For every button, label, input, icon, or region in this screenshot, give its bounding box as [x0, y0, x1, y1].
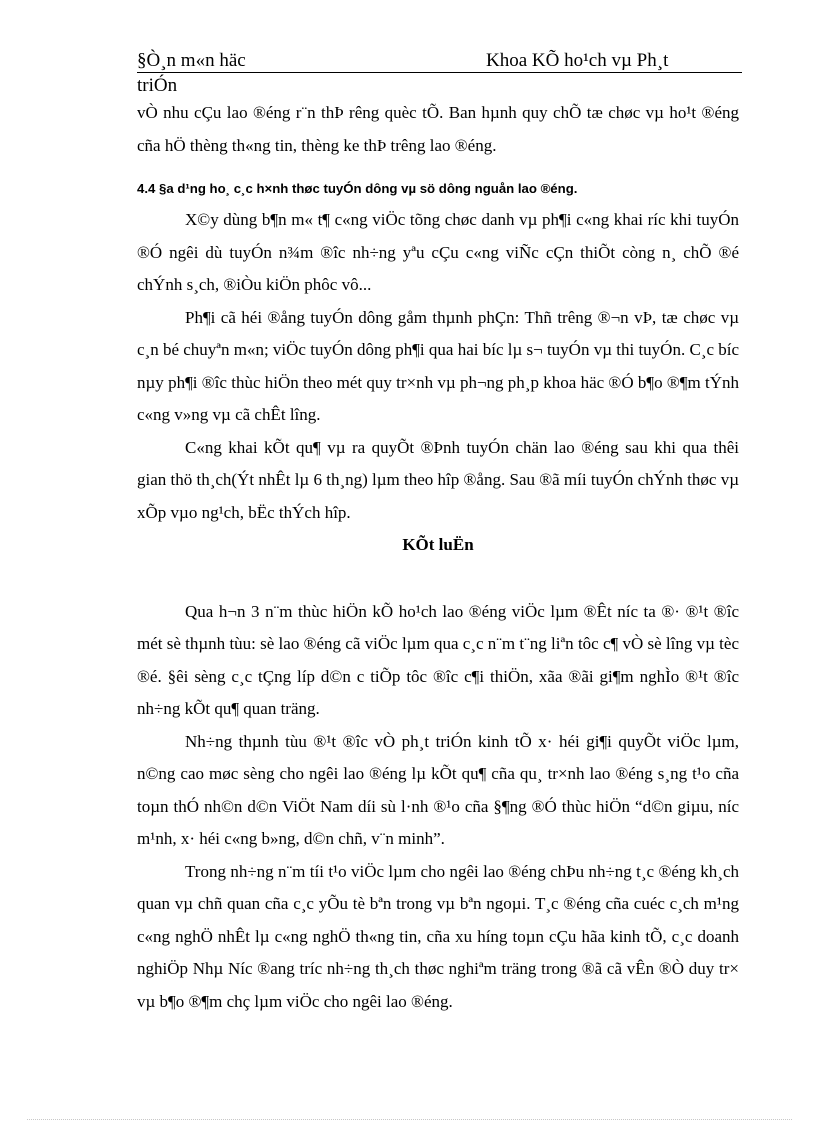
paragraph-0: vÒ nhu cÇu lao ®éng r¨n thÞ rêng quèc tÕ. Ban hµnh quy chÕ tæ chøc vµ ho¹t ®éng cña hÖ thèng th«ng tin, thèng ke thÞ trêng lao ®éng. [137, 103, 739, 155]
paragraph-2: Ph¶i cã héi ®ång tuyÓn dông gåm thµnh phÇn: Thñ trêng ®¬n vÞ, tæ chøc vµ c¸n bé chuyªn m«n; viÖc tuyÓn dông ph¶i qua hai bíc lµ s¬ tuyÓn vµ thi tuyÓn. C¸c bíc nµy ph¶i ®îc thùc hiÖn theo mét quy tr×nh vµ ph¬ng ph¸p khoa häc ®Ó b¶o ®¶m tÝnh c«ng v»ng vµ cã chÊt lîng. [137, 307, 740, 424]
section-heading: 4.4 §a d¹ng ho¸ c¸c h×nh thøc tuyÓn dông vµ sö dông nguån lao ®éng. [137, 181, 578, 196]
header-rule [137, 72, 742, 73]
header-left: §Ò¸n m«n häc [137, 50, 246, 71]
paragraph-6: Trong nh÷ng n¨m tíi t¹o viÖc lµm cho ngêi lao ®éng chÞu nh÷ng t¸c ®éng kh¸ch quan vµ chñ quan cña c¸c yÕu tè bªn trong vµ bªn ngoµi. T¸c ®éng cña cuéc c¸ch m¹ng c«ng nghÖ nhÊt lµ c«ng nghÖ th«ng tin, cña xu híng toµn cÇu hãa kinh tÕ, c¸c doanh nghiÖp Nhµ Níc ®ang tríc nh÷ng th¸ch thøc nghiªm träng trong ®ã cã vÊn ®Ò duy tr× vµ b¶o ®¶m chç lµm viÖc cho ngêi lao ®éng. [137, 861, 739, 1011]
paragraph-3: C«ng khai kÕt qu¶ vµ ra quyÕt ®Þnh tuyÓn chän lao ®éng sau khi qua thêi gian thö th¸ch(Ýt nhÊt lµ 6 th¸ng) lµm theo hîp ®ång. Sau ®ã míi tuyÓn chÝnh thøc vµ xÕp vµo ng¹ch, bËc thÝch hîp. [137, 437, 739, 522]
paragraph-5: Nh÷ng thµnh tùu ®¹t ®îc vÒ ph¸t triÓn kinh tÕ x· héi gi¶i quyÕt viÖc lµm, n©ng cao møc sèng cho ngêi lao ®éng lµ kÕt qu¶ cña qu¸ tr×nh lao ®éng s¸ng t¹o cña toµn thÓ nh©n d©n ViÖt Nam díi sù l·nh ®¹o cña §¶ng ®Ó thùc hiÖn “d©n giµu, níc m¹nh, x· héi c«ng b»ng, d©n chñ, v¨n minh”. [137, 731, 739, 848]
page-bottom-divider [27, 1119, 792, 1120]
header-continuation: triÓn [137, 75, 178, 96]
header-right: Khoa KÕ ho¹ch vµ Ph¸t [486, 50, 669, 71]
document-body [137, 97, 739, 1018]
conclusion-title: KÕt luËn [402, 535, 474, 554]
paragraph-1: X©y dùng b¶n m« t¶ c«ng viÖc tõng chøc danh vµ ph¶i c«ng khai ríc khi tuyÓn ®Ó ngêi dù tuyÓn n¾m ®îc nh÷ng yªu cÇu c«ng viÑc cÇn thiÕt còng n¸ chÕ ®é chÝnh s¸ch, ®iÒu kiÖn phôc vô... [137, 210, 739, 294]
paragraph-4: Qua h¬n 3 n¨m thùc hiÖn kÕ ho¹ch lao ®éng viÖc lµm ®Êt níc ta ®· ®¹t ®îc mét sè thµnh tùu: sè lao ®éng cã viÖc lµm qua c¸c n¨m t¨ng liªn tôc c¶ vÒ sè lîng vµ tèc ®é. §êi sèng c¸c tÇng líp d©n c tiÕp tôc ®îc c¶i thiÖn, xãa ®ãi gi¶m nghÌo ®¹t ®îc nh÷ng kÕt qu¶ quan träng. [137, 601, 739, 718]
